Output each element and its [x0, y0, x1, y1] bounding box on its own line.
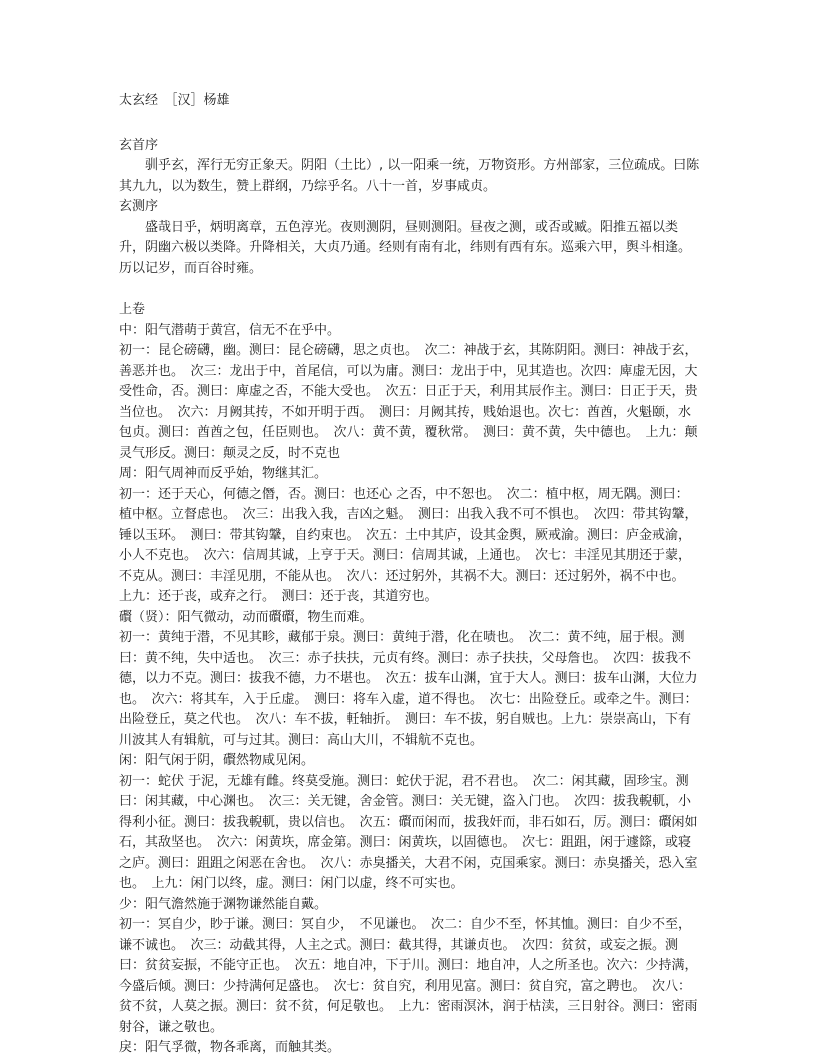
text-line: 少：阳气澹然施于渊物谦然能自戴。	[119, 896, 328, 912]
volume-heading: 上卷	[119, 302, 146, 317]
text-line: 初一：冥自少，眇于谦。测曰：冥自少， 不见谦也。 次二：自少不至，怀其恤。测曰：自少不至，谦不诚也。 次三：动截其得，人主之式。测曰：截其得，其谦贞也。 次四：贫贫，或妄之振。测曰：贫贫妄振，不能守正也。 次五：地自冲，下于川。测曰：地自冲，人之所圣也。次六：少持满，今盛后倾。测曰：少持满何足盛也。 次七：贫自究，利用见富。测曰：贫自究，富之聘也。 次八：贫不贫，人莫之振。测曰：贫不贫，何足敬也。 上九：密雨溟沐，润于枯渎，三日射谷。测曰：密雨射谷，谦之敬也。	[119, 917, 698, 1035]
preface-heading-1: 玄首序	[119, 137, 159, 153]
text-line: 初一：还于天心，何德之僭，否。测曰：也还心 之否，中不恕也。 次二：植中枢，周无隅。测曰：植中枢。立督虑也。 次三：出我入我，吉凶之魁。 测曰：出我入我不可不惧也。 次四：带其钩鞶，锤以玉环。 测曰：带其钩鞶，自约束也。 次五：土中其庐，设其金舆，厥戒渝。测曰：庐金戒渝，小人不克也。 次六：信周其诚，上亨于天。测曰：信周其诚，上通也。 次七：丰淫见其朋还于蒙，不克从。测曰：丰淫见朋，不能从也。 次八：还过躬外，其祸不大。测曰：还过躬外，祸不中也。 上九：还于丧，或弃之行。 测曰：还于丧，其道穷也。	[119, 486, 698, 604]
document-title: 太玄经 ［汉］杨雄	[119, 93, 230, 108]
preface-section-2	[119, 197, 701, 279]
text-line: 闲：阳气闲于阴，礥然物咸见闲。	[119, 753, 315, 768]
preface-text-1: 驯乎玄，浑行无穷正象天。阴阳（土比）, 以一阳乘一统，万物资形。方州部家，三位疏成。曰陈其九九，以为数生，赞上群纲，乃综乎名。八十一首，岁事咸贞。	[119, 158, 700, 194]
text-line: 初一：昆仑磅礴，幽。测曰：昆仑磅礴，思之贞也。 次二：神战于玄，其陈阴阳。测曰：神战于玄，善恶并也。 次三：龙出于中，首尾信，可以为庸。测曰：龙出于中，见其造也。次四：庳虚无因，大受性命，否。测曰：庳虚之否，不能大受也。 次五：日正于天，利用其辰作主。测曰：日正于天，贵当位也。 次六：月阙其抟，不如开明于西。 测曰：月阙其抟，贱始退也。次七：酋酋，火魁颐，水包贞。测曰：酋酋之包，任臣则也。 次八：黄不黄，覆秋常。 测曰：黄不黄，失中德也。 上九：颠灵气形反。测曰：颠灵之反，时不克也	[119, 343, 698, 461]
text-line: 周：阳气周神而反乎始，物继其汇。	[119, 466, 328, 481]
text-line: 中：阳气潜萌于黄宫，信无不在乎中。	[119, 322, 341, 338]
preface-text-2: 盛哉日乎，炳明离章，五色淳光。夜则测阴，昼则测阳。昼夜之测，或否或臧。阳推五福以类升，阴幽六极以类降。升降相关，大贞乃通。经则有南有北，纬则有西有东。巡乘六甲，舆斗相逢。历以记岁，而百谷时雍。	[119, 219, 692, 276]
text-line: 礥（贤）：阳气微动，动而礥礥，物生而难。	[119, 609, 373, 625]
preface-heading-2: 玄测序	[119, 199, 159, 214]
text-line: 初一：蛇伏 于泥，无雄有雌。终莫受施。测曰：蛇伏于泥，君不君也。 次二：闲其藏，固珍宝。测曰：闲其藏，中心渊也。 次三：关无键，舍金管。测曰：关无键，盗入门也。 次四：拔我輗軏，小得利小征。测曰：拔我輗軏，贵以信也。 次五：礥而闲而，拔我奸而，非石如石，厉。测曰：礥闲如石，其敌坚也。 次六：闲黄垁，席金第。测曰：闲黄垁，以固德也。 次七：跙跙，闲于遽篨，或寝之庐。测曰：跙跙之闲恶在舍也。 次八：赤臭播关，大君不闲，克国乘家。测曰：赤臭播关，恐入室也。 上九：闲门以终，虚。测曰：闲门以虚，终不可实也。	[119, 773, 698, 891]
text-line: 初一：黄纯于潜，不见其畛，藏郁于泉。测曰：黄纯于潜，化在啧也。 次二：黄不纯，屈于根。测曰：黄不纯，失中适也。 次三：赤子扶扶，元贞有终。测曰：赤子扶扶，父母詹也。 次四：拔我不德，以力不克。测曰：拔我不德，力不堪也。 次五：拔车山渊，宜于大人。测曰：拔车山渊，大位力也。 次六：将其车，入于丘虚。 测曰：将车入虚，道不得也。 次七：出险登丘。或牵之牛。测曰：出险登丘，莫之代也。 次八：车不拔，軠轴折。 测曰：车不拔，躬自贼也。上九：崇崇高山，下有川波其人有辑航，可与过其。测曰：高山大川，不辑航不克也。	[119, 630, 698, 748]
preface-section-1	[119, 136, 701, 198]
document-body	[119, 91, 701, 1059]
text-line: 戾：阳气孚微，物各乖离，而触其类。	[119, 1040, 341, 1055]
